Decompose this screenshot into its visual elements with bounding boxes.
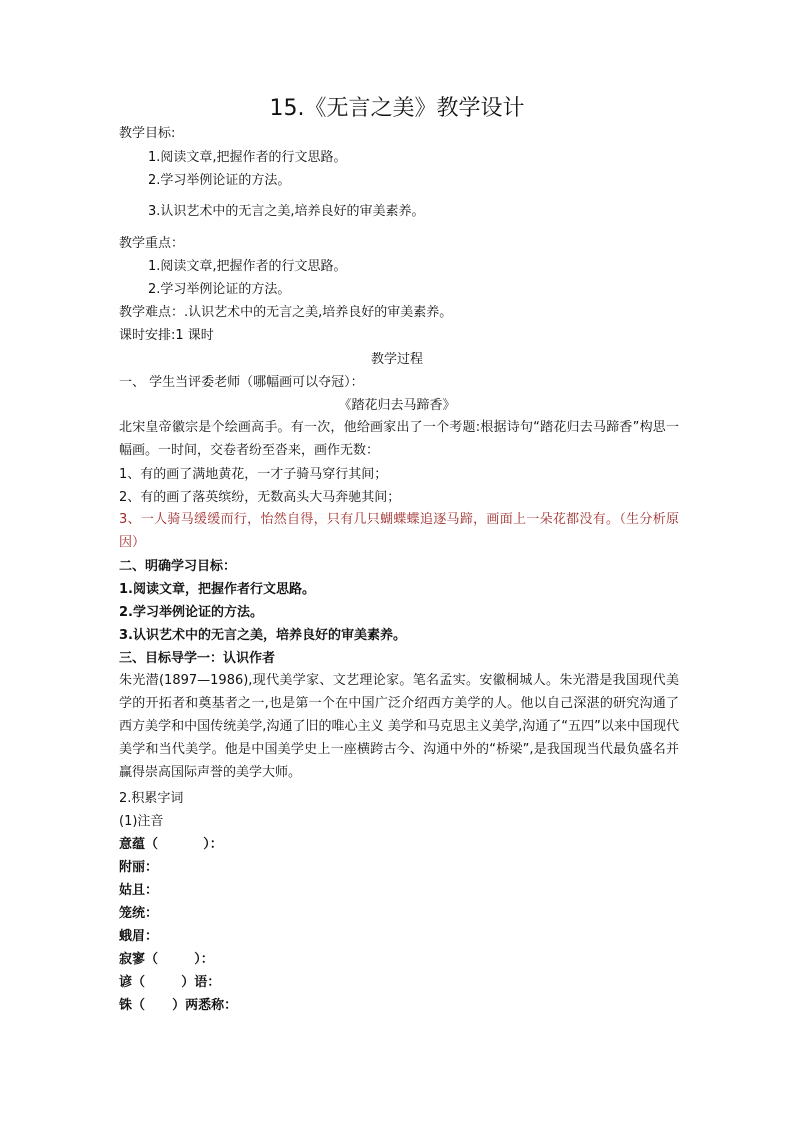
difficulty-line: 教学难点：.认识艺术中的无言之美,培养良好的审美素养。 bbox=[119, 305, 453, 320]
vocab-word: 附丽： bbox=[119, 860, 159, 875]
goal-item: 3.认识艺术中的无言之美,培养良好的审美素养。 bbox=[148, 204, 425, 219]
poem-subtitle: 《踏花归去马蹄香》 bbox=[338, 398, 456, 413]
process-heading: 教学过程 bbox=[370, 352, 423, 367]
vocab-word: 铢（ ）两悉称： bbox=[119, 998, 238, 1013]
section3-heading: 三、目标导学一：认识作者 bbox=[119, 651, 276, 666]
key-item: 2.学习举例论证的方法。 bbox=[148, 282, 291, 297]
learning-goal: 1.阅读文章，把握作者行文思路。 bbox=[119, 582, 315, 597]
section1-heading: 一、 学生当评委老师（哪幅画可以夺冠）： bbox=[119, 375, 364, 390]
vocab-word: 意蕴（ ）： bbox=[119, 837, 223, 852]
vocab-word: 蛾眉： bbox=[119, 929, 159, 944]
answer-item: 2、有的画了落英缤纷，无数高头大马奔驰其间； bbox=[119, 490, 401, 505]
pronunciation-heading: (1)注音 bbox=[119, 814, 164, 829]
document-title: 15.《无言之美》教学设计 bbox=[269, 96, 525, 121]
key-item: 1.阅读文章,把握作者的行文思路。 bbox=[148, 259, 347, 274]
vocab-word: 谚（ ）语： bbox=[119, 975, 221, 990]
schedule-line: 课时安排:1 课时 bbox=[119, 328, 214, 343]
author-bio: 朱光潜(1897—1986),现代美学家、文艺理论家。笔名孟实。安徽桐城人。朱光潜是我国现代美学的开拓者和奠基者之一,也是第一个在中国广泛介绍西方美学的人。他以自己深湛的研究沟通了西方美学和中国传统美学,沟通了旧的唯心主义 美学和马克思主义美学,沟通了“五四”以来中国现代美学和当代美学。他是中国美学史上一座横跨古今、沟通中外的“桥梁”,是我国现当代最负盛名并赢得崇高国际声誉的美学大师。 bbox=[119, 673, 679, 780]
goal-item: 1.阅读文章,把握作者的行文思路。 bbox=[148, 150, 347, 165]
key-heading: 教学重点： bbox=[119, 236, 185, 251]
goal-item: 2.学习举例论证的方法。 bbox=[148, 173, 291, 188]
learning-goal: 3.认识艺术中的无言之美，培养良好的审美素养。 bbox=[119, 628, 406, 643]
answer-item-highlight: 3、一人骑马缓缓而行，怡然自得，只有几只蝴蝶蝶追逐马蹄，画面上一朵花都没有。（生分析原因） bbox=[119, 512, 679, 550]
vocab-heading: 2.积累字词 bbox=[119, 791, 184, 806]
answer-item: 1、有的画了满地黄花，一才子骑马穿行其间； bbox=[119, 467, 388, 482]
goals-heading: 教学目标: bbox=[119, 126, 176, 141]
vocab-word: 寂寥（ ）： bbox=[119, 952, 214, 967]
section1-intro: 北宋皇帝徽宗是个绘画高手。有一次，他给画家出了一个考题:根据诗句“踏花归去马蹄香”构思一幅画。一时间，交卷者纷至沓来，画作无数： bbox=[119, 420, 679, 458]
vocab-word: 姑且： bbox=[119, 883, 159, 898]
learning-goal: 2.学习举例论证的方法。 bbox=[119, 605, 263, 620]
section2-heading: 二、明确学习目标： bbox=[119, 559, 237, 574]
vocab-word: 笼统： bbox=[119, 906, 159, 921]
